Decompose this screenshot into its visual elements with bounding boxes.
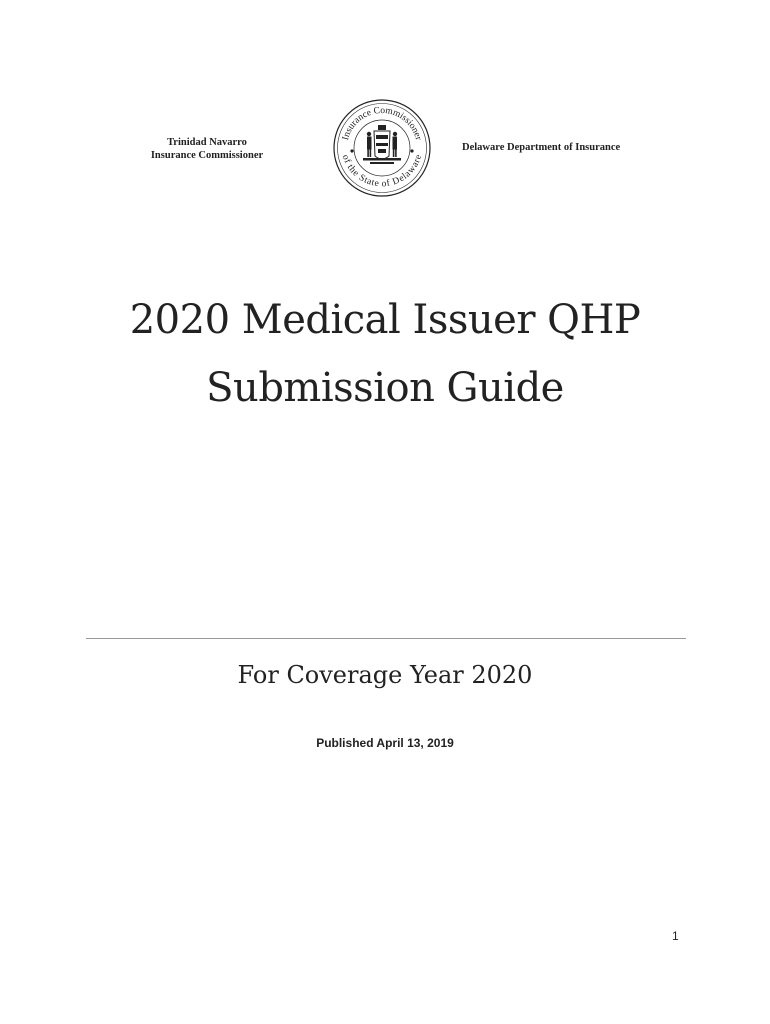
seal-bottom-text: of the State of Delaware bbox=[339, 153, 425, 190]
state-seal-icon bbox=[332, 98, 432, 198]
seal-top-text: Insurance Commissioner bbox=[340, 105, 424, 142]
commissioner-title: Insurance Commissioner bbox=[150, 150, 264, 161]
horizontal-divider bbox=[86, 638, 686, 639]
page-number: 1 bbox=[672, 929, 679, 943]
document-title-line-1: 2020 Medical Issuer QHP bbox=[129, 297, 641, 343]
commissioner-name: Trinidad Navarro bbox=[167, 137, 247, 148]
department-name: Delaware Department of Insurance bbox=[462, 142, 621, 153]
published-date: Published April 13, 2019 bbox=[316, 736, 454, 750]
document-title-line-2: Submission Guide bbox=[206, 365, 564, 411]
coverage-year-subtitle: For Coverage Year 2020 bbox=[237, 661, 533, 689]
commissioner-block bbox=[132, 136, 282, 162]
